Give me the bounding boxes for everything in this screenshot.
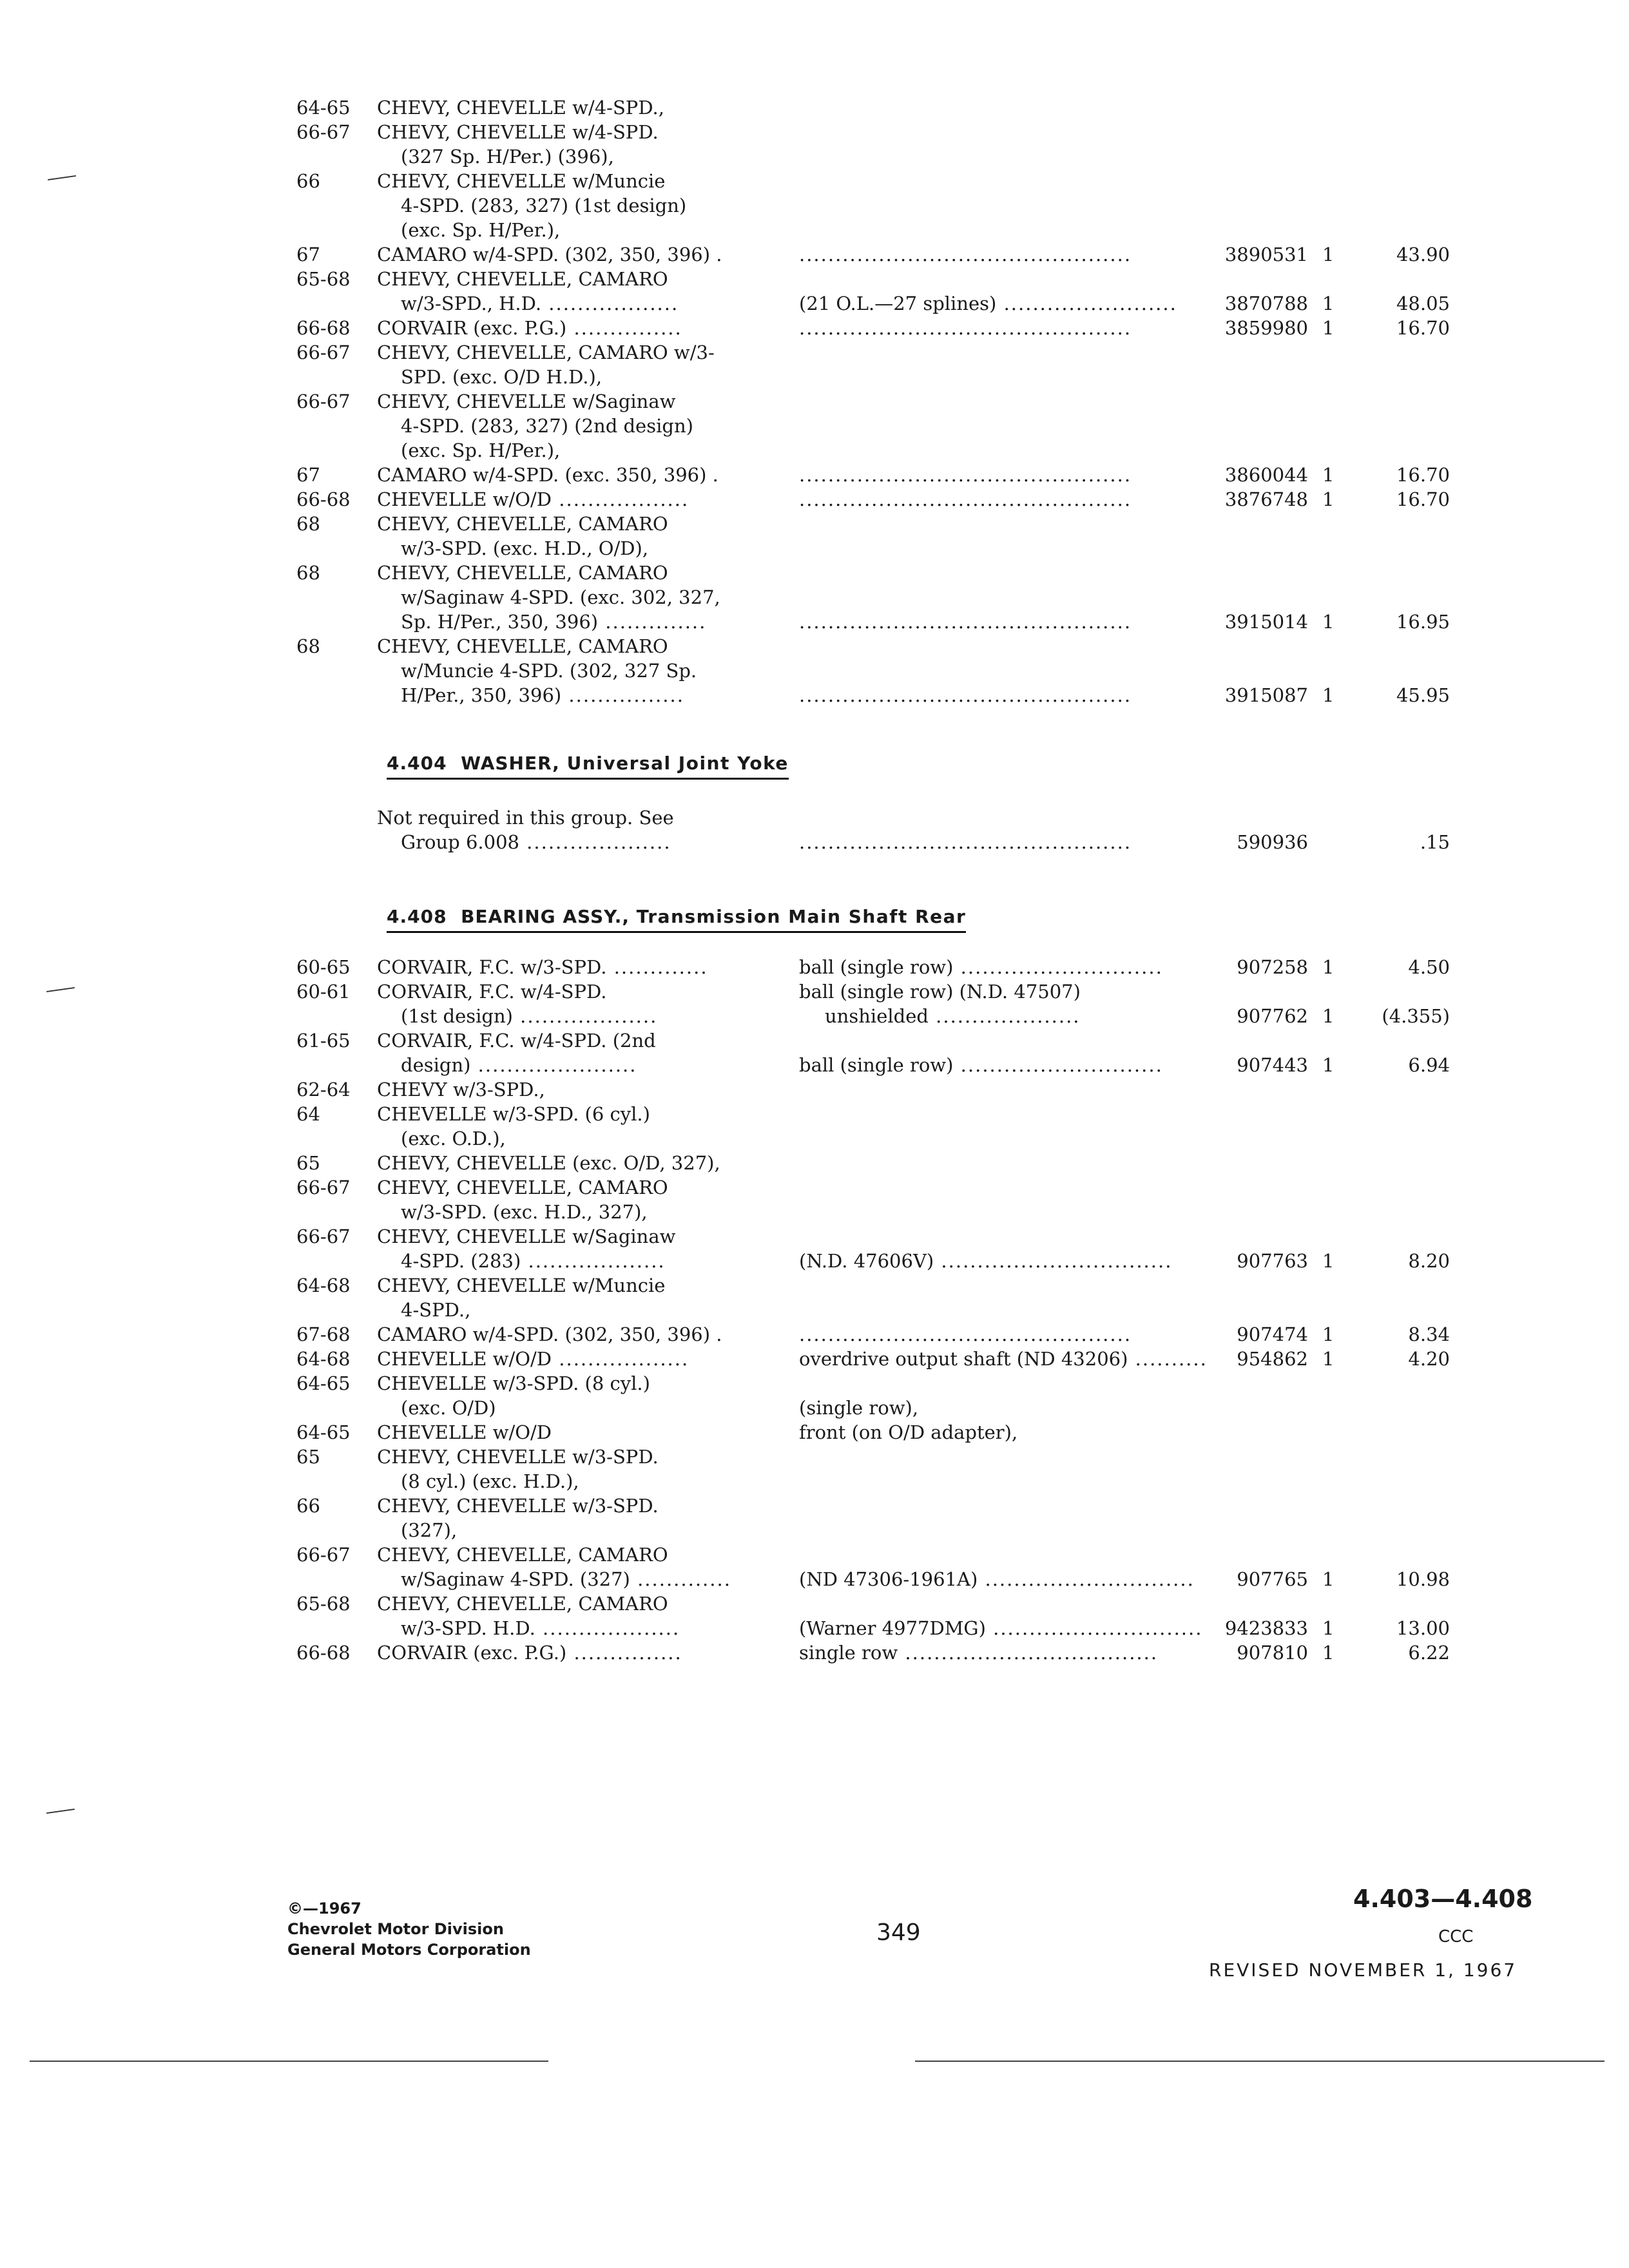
- table-row: [0, 414, 1629, 438]
- application-text: CHEVY, CHEVELLE, CAMARO: [377, 562, 668, 584]
- model-year: 64-65: [296, 1421, 351, 1443]
- table-row: [0, 512, 1629, 536]
- application-text: (exc. O.D.),: [401, 1128, 506, 1149]
- leader-dots: ..........: [1128, 1348, 1208, 1370]
- leader-dots: ..............................................: [799, 244, 1132, 265]
- table-row: [0, 1445, 1629, 1469]
- list-price: (4.355): [1382, 1005, 1450, 1027]
- application-text: CAMARO w/4-SPD. (302, 350, 396) .: [377, 244, 722, 265]
- note-text: ball (single row) (N.D. 47507): [799, 981, 1081, 1003]
- model-year: 68: [296, 635, 320, 657]
- note-text: ball (single row) ............................: [799, 1054, 1163, 1076]
- table-row: [0, 316, 1629, 340]
- application-text: CHEVY, CHEVELLE, CAMARO: [377, 635, 668, 657]
- leader-dots: ....................: [928, 1005, 1081, 1027]
- application-text: CHEVY, CHEVELLE w/Muncie: [377, 1274, 666, 1296]
- leader-dots: ....................: [519, 831, 671, 853]
- table-row: [0, 1494, 1629, 1518]
- table-row: [0, 1567, 1629, 1591]
- table-row: [0, 1004, 1629, 1028]
- quantity: 1: [1322, 293, 1335, 314]
- application-text: Group 6.008 ....................: [401, 831, 671, 853]
- part-number: 3915087: [1224, 684, 1308, 706]
- table-row: [0, 1028, 1629, 1053]
- leader-dots: ..............................................: [799, 684, 1132, 706]
- note-text: [799, 463, 1132, 487]
- leader-dots: .............: [606, 956, 708, 978]
- part-number: 907474: [1237, 1323, 1308, 1345]
- table-row: [0, 340, 1629, 365]
- table-row: [0, 365, 1629, 389]
- table-row: [0, 144, 1629, 169]
- application-text: CORVAIR, F.C. w/4-SPD. (2nd: [377, 1030, 656, 1052]
- model-year: 67: [296, 244, 320, 265]
- list-price: 43.90: [1396, 244, 1450, 265]
- list-price: 8.34: [1408, 1323, 1450, 1345]
- section-subtitle: Universal Joint Yoke: [566, 753, 789, 774]
- table-row: [0, 536, 1629, 561]
- model-year: 68: [296, 562, 320, 584]
- note-text: (ND 47306-1961A) .............................: [799, 1568, 1195, 1590]
- note-text: [799, 316, 1132, 340]
- application-text: CHEVY, CHEVELLE w/Muncie: [377, 170, 666, 192]
- application-text: CHEVY, CHEVELLE w/Saginaw: [377, 1225, 676, 1247]
- leader-dots: ...................: [535, 1617, 680, 1639]
- leader-dots: ...............: [566, 317, 682, 339]
- quantity: 1: [1322, 684, 1335, 706]
- quantity: 1: [1322, 1054, 1335, 1076]
- table-row: [0, 1591, 1629, 1616]
- list-price: .15: [1420, 831, 1450, 853]
- division: Chevrolet Motor Division: [287, 1920, 504, 1938]
- list-price: 13.00: [1396, 1617, 1450, 1639]
- model-year: 66: [296, 1495, 320, 1517]
- table-row: [0, 242, 1629, 267]
- page-number: 349: [876, 1919, 921, 1946]
- table-row: [0, 658, 1629, 683]
- bottom-rule: [915, 2061, 1605, 2062]
- table-row: [0, 1175, 1629, 1200]
- model-year: 65: [296, 1152, 320, 1174]
- part-number: 907258: [1237, 956, 1308, 978]
- model-year: 64-65: [296, 97, 351, 119]
- part-number: 3870788: [1224, 293, 1308, 314]
- application-text: CORVAIR (exc. P.G.) ...............: [377, 1642, 682, 1664]
- table-row: [0, 1420, 1629, 1445]
- part-number: 3860044: [1224, 464, 1308, 486]
- leader-dots: .............................: [978, 1568, 1195, 1590]
- table-row: [0, 1249, 1629, 1273]
- table-row: [0, 1640, 1629, 1665]
- application-text: CHEVY, CHEVELLE w/4-SPD.,: [377, 97, 664, 119]
- leader-dots: .............................: [985, 1617, 1203, 1639]
- table-row: [0, 218, 1629, 242]
- note-text: [799, 610, 1132, 634]
- revision-date: REVISED NOVEMBER 1, 1967: [1209, 1959, 1518, 1981]
- application-text: (327),: [401, 1519, 458, 1541]
- application-text: CHEVY, CHEVELLE, CAMARO w/3-: [377, 341, 715, 363]
- application-text: CHEVY, CHEVELLE, CAMARO: [377, 268, 668, 290]
- application-text: w/3-SPD. H.D. ...................: [401, 1617, 680, 1639]
- quantity: 1: [1322, 956, 1335, 978]
- list-price: 10.98: [1396, 1568, 1450, 1590]
- note-text: (N.D. 47606V) ................................: [799, 1250, 1173, 1272]
- table-row: [0, 610, 1629, 634]
- part-number: 907762: [1237, 1005, 1308, 1027]
- model-year: 64-65: [296, 1372, 351, 1394]
- leader-dots: ..............................................: [799, 317, 1132, 339]
- note-text: single row ...................................: [799, 1642, 1159, 1664]
- section-heading-4408: [387, 906, 966, 933]
- application-text: CHEVY, CHEVELLE w/Saginaw: [377, 390, 676, 412]
- leader-dots: ............................: [953, 956, 1163, 978]
- part-number: 954862: [1237, 1348, 1308, 1370]
- application-text: 4-SPD.,: [401, 1299, 471, 1321]
- model-year: 62-64: [296, 1079, 351, 1100]
- leader-dots: ..............................................: [799, 488, 1132, 510]
- list-price: 48.05: [1396, 293, 1450, 314]
- model-year: 61-65: [296, 1030, 351, 1052]
- model-year: 66-68: [296, 317, 351, 339]
- application-text: CHEVY, CHEVELLE, CAMARO: [377, 1593, 668, 1615]
- model-year: 65-68: [296, 1593, 351, 1615]
- quantity: 1: [1322, 1642, 1335, 1664]
- list-price: 16.70: [1396, 488, 1450, 510]
- application-text: CHEVY, CHEVELLE (exc. O/D, 327),: [377, 1152, 720, 1174]
- leader-dots: ............................: [953, 1054, 1163, 1076]
- leader-dots: .............: [630, 1568, 731, 1590]
- note-text: (Warner 4977DMG) .............................: [799, 1617, 1203, 1639]
- leader-dots: ..................: [541, 293, 679, 314]
- list-price: 6.94: [1408, 1054, 1450, 1076]
- table-row: [0, 1347, 1629, 1371]
- model-year: 66-67: [296, 1225, 351, 1247]
- part-number: 590936: [1237, 831, 1308, 853]
- table-row: [0, 1273, 1629, 1298]
- section-range: 4.403—4.408: [1353, 1885, 1533, 1913]
- table-row: [0, 1151, 1629, 1175]
- quantity: 1: [1322, 1005, 1335, 1027]
- note-text: [799, 1322, 1132, 1347]
- list-price: 16.95: [1396, 611, 1450, 633]
- application-text: 4-SPD. (283) ...................: [401, 1250, 666, 1272]
- table-row: [0, 389, 1629, 414]
- model-year: 64-68: [296, 1274, 351, 1296]
- section-title: WASHER,: [461, 753, 560, 774]
- table-row: [0, 438, 1629, 463]
- application-text: H/Per., 350, 396) ................: [401, 684, 684, 706]
- part-number: 907765: [1237, 1568, 1308, 1590]
- application-text: CORVAIR, F.C. w/4-SPD.: [377, 981, 607, 1003]
- table-row: [0, 1298, 1629, 1322]
- part-number: 3890531: [1224, 244, 1308, 265]
- model-year: 60-61: [296, 981, 351, 1003]
- list-price: 8.20: [1408, 1250, 1450, 1272]
- table-row: [0, 1102, 1629, 1126]
- table-row: [0, 561, 1629, 585]
- quantity: 1: [1322, 1568, 1335, 1590]
- table-row: [0, 979, 1629, 1004]
- application-text: CHEVELLE w/O/D ..................: [377, 1348, 689, 1370]
- table-row: [0, 634, 1629, 658]
- quantity: 1: [1322, 611, 1335, 633]
- section-number: 4.408: [387, 906, 447, 927]
- model-year: 66-68: [296, 488, 351, 510]
- table-row: [0, 487, 1629, 512]
- application-text: (exc. Sp. H/Per.),: [401, 219, 561, 241]
- margin-mark: [46, 1809, 75, 1814]
- part-number: 907443: [1237, 1054, 1308, 1076]
- application-text: (327 Sp. H/Per.) (396),: [401, 146, 614, 168]
- section-heading-4404: [387, 753, 789, 780]
- application-text: CHEVELLE w/O/D: [377, 1421, 552, 1443]
- footer-publisher: [287, 1898, 531, 1960]
- copyright: ©—1967: [287, 1899, 361, 1917]
- table-row: [0, 683, 1629, 707]
- table-row: [0, 1616, 1629, 1640]
- application-text: w/3-SPD., H.D. ..................: [401, 293, 679, 314]
- application-text: 4-SPD. (283, 327) (2nd design): [401, 415, 693, 437]
- list-price: 4.20: [1408, 1348, 1450, 1370]
- table-row: [0, 95, 1629, 120]
- model-year: 66-67: [296, 1544, 351, 1566]
- catalog-code: CCC: [1438, 1927, 1474, 1946]
- note-text: [799, 830, 1132, 854]
- leader-dots: ......................: [470, 1054, 637, 1076]
- application-text: Sp. H/Per., 350, 396) ..............: [401, 611, 707, 633]
- application-text: CHEVY w/3-SPD.,: [377, 1079, 545, 1100]
- list-price: 6.22: [1408, 1642, 1450, 1664]
- quantity: 1: [1322, 317, 1335, 339]
- model-year: 65: [296, 1446, 320, 1468]
- bottom-rule: [30, 2061, 548, 2062]
- quantity: 1: [1322, 1250, 1335, 1272]
- leader-dots: ..............................................: [799, 611, 1132, 633]
- corporation: General Motors Corporation: [287, 1941, 531, 1959]
- part-number: 907763: [1237, 1250, 1308, 1272]
- table-row: [0, 830, 1629, 854]
- leader-dots: ........................: [996, 293, 1177, 314]
- quantity: 1: [1322, 244, 1335, 265]
- leader-dots: ..............................................: [799, 1323, 1132, 1345]
- table-row: [0, 193, 1629, 218]
- leader-dots: ................................: [934, 1250, 1173, 1272]
- application-text: CAMARO w/4-SPD. (302, 350, 396) .: [377, 1323, 722, 1345]
- quantity: 1: [1322, 488, 1335, 510]
- table-row: [0, 1469, 1629, 1494]
- quantity: 1: [1322, 464, 1335, 486]
- application-text: CORVAIR, F.C. w/3-SPD. .............: [377, 956, 708, 978]
- table-row: [0, 463, 1629, 487]
- table-row: [0, 291, 1629, 316]
- leader-dots: ...................: [512, 1005, 658, 1027]
- table-row: [0, 267, 1629, 291]
- quantity: 1: [1322, 1323, 1335, 1345]
- application-text: CORVAIR (exc. P.G.) ...............: [377, 317, 682, 339]
- application-text: 4-SPD. (283, 327) (1st design): [401, 195, 687, 216]
- table-row: [0, 805, 1629, 830]
- table-row: [0, 1542, 1629, 1567]
- model-year: 66-68: [296, 1642, 351, 1664]
- leader-dots: ...............: [566, 1642, 682, 1664]
- note-text: front (on O/D adapter),: [799, 1421, 1018, 1443]
- application-text: CHEVY, CHEVELLE w/3-SPD.: [377, 1495, 659, 1517]
- table-row: [0, 1396, 1629, 1420]
- application-text: (1st design) ...................: [401, 1005, 658, 1027]
- model-year: 66: [296, 170, 320, 192]
- note-text: [799, 242, 1132, 267]
- leader-dots: ..............: [598, 611, 707, 633]
- application-text: CHEVELLE w/O/D ..................: [377, 488, 689, 510]
- table-row: [0, 1077, 1629, 1102]
- list-price: 16.70: [1396, 317, 1450, 339]
- part-number: 3876748: [1224, 488, 1308, 510]
- table-row: [0, 169, 1629, 193]
- application-text: SPD. (exc. O/D H.D.),: [401, 366, 602, 388]
- list-price: 45.95: [1396, 684, 1450, 706]
- note-text: [799, 683, 1132, 707]
- leader-dots: ...................................: [898, 1642, 1159, 1664]
- application-text: CHEVY, CHEVELLE, CAMARO: [377, 513, 668, 535]
- application-text: CHEVY, CHEVELLE, CAMARO: [377, 1177, 668, 1198]
- application-text: (8 cyl.) (exc. H.D.),: [401, 1470, 579, 1492]
- list-price: 16.70: [1396, 464, 1450, 486]
- quantity: 1: [1322, 1617, 1335, 1639]
- model-year: 66-67: [296, 1177, 351, 1198]
- leader-dots: ..............................................: [799, 831, 1132, 853]
- table-row: [0, 1518, 1629, 1542]
- table-row: [0, 585, 1629, 610]
- application-text: w/Saginaw 4-SPD. (327) .............: [401, 1568, 731, 1590]
- leader-dots: ..................: [552, 488, 689, 510]
- application-text: w/Muncie 4-SPD. (302, 327 Sp.: [401, 660, 697, 682]
- model-year: 67: [296, 464, 320, 486]
- application-text: (exc. Sp. H/Per.),: [401, 439, 561, 461]
- part-number: 3915014: [1224, 611, 1308, 633]
- leader-dots: ..................: [552, 1348, 689, 1370]
- table-row: [0, 1371, 1629, 1396]
- leader-dots: ..............................................: [799, 464, 1132, 486]
- application-text: w/3-SPD. (exc. H.D., 327),: [401, 1201, 648, 1223]
- application-text: Not required in this group. See: [377, 807, 674, 829]
- application-text: CHEVY, CHEVELLE w/3-SPD.: [377, 1446, 659, 1468]
- model-year: 66-67: [296, 390, 351, 412]
- list-price: 4.50: [1408, 956, 1450, 978]
- table-row: [0, 1322, 1629, 1347]
- table-row: [0, 955, 1629, 979]
- table-row: [0, 1224, 1629, 1249]
- application-text: CHEVELLE w/3-SPD. (6 cyl.): [377, 1103, 650, 1125]
- part-number: 3859980: [1224, 317, 1308, 339]
- part-number: 9423833: [1224, 1617, 1308, 1639]
- model-year: 67-68: [296, 1323, 351, 1345]
- note-text: (single row),: [799, 1397, 919, 1419]
- note-text: ball (single row) ............................: [799, 956, 1163, 978]
- application-text: w/3-SPD. (exc. H.D., O/D),: [401, 537, 649, 559]
- application-text: (exc. O/D): [401, 1397, 496, 1419]
- leader-dots: ................: [561, 684, 684, 706]
- quantity: 1: [1322, 1348, 1335, 1370]
- model-year: 64: [296, 1103, 320, 1125]
- application-text: w/Saginaw 4-SPD. (exc. 302, 327,: [401, 586, 720, 608]
- application-text: CHEVELLE w/3-SPD. (8 cyl.): [377, 1372, 650, 1394]
- model-year: 68: [296, 513, 320, 535]
- section-number: 4.404: [387, 753, 447, 774]
- note-text: [799, 487, 1132, 512]
- table-row: [0, 1200, 1629, 1224]
- application-text: CAMARO w/4-SPD. (exc. 350, 396) .: [377, 464, 718, 486]
- section-title: BEARING ASSY.,: [461, 906, 630, 927]
- model-year: 66-67: [296, 341, 351, 363]
- application-text: CHEVY, CHEVELLE w/4-SPD.: [377, 121, 659, 143]
- table-row: [0, 1126, 1629, 1151]
- section-subtitle: Transmission Main Shaft Rear: [636, 906, 967, 927]
- application-text: design) ......................: [401, 1054, 637, 1076]
- part-number: 907810: [1237, 1642, 1308, 1664]
- leader-dots: ...................: [521, 1250, 666, 1272]
- note-text: overdrive output shaft (ND 43206) ..........: [799, 1348, 1208, 1370]
- model-year: 64-68: [296, 1348, 351, 1370]
- application-text: CHEVY, CHEVELLE, CAMARO: [377, 1544, 668, 1566]
- model-year: 66-67: [296, 121, 351, 143]
- note-text: unshielded ....................: [825, 1005, 1081, 1027]
- model-year: 60-65: [296, 956, 351, 978]
- model-year: 65-68: [296, 268, 351, 290]
- table-row: [0, 1053, 1629, 1077]
- note-text: (21 O.L.—27 splines) ........................: [799, 293, 1177, 314]
- table-row: [0, 120, 1629, 144]
